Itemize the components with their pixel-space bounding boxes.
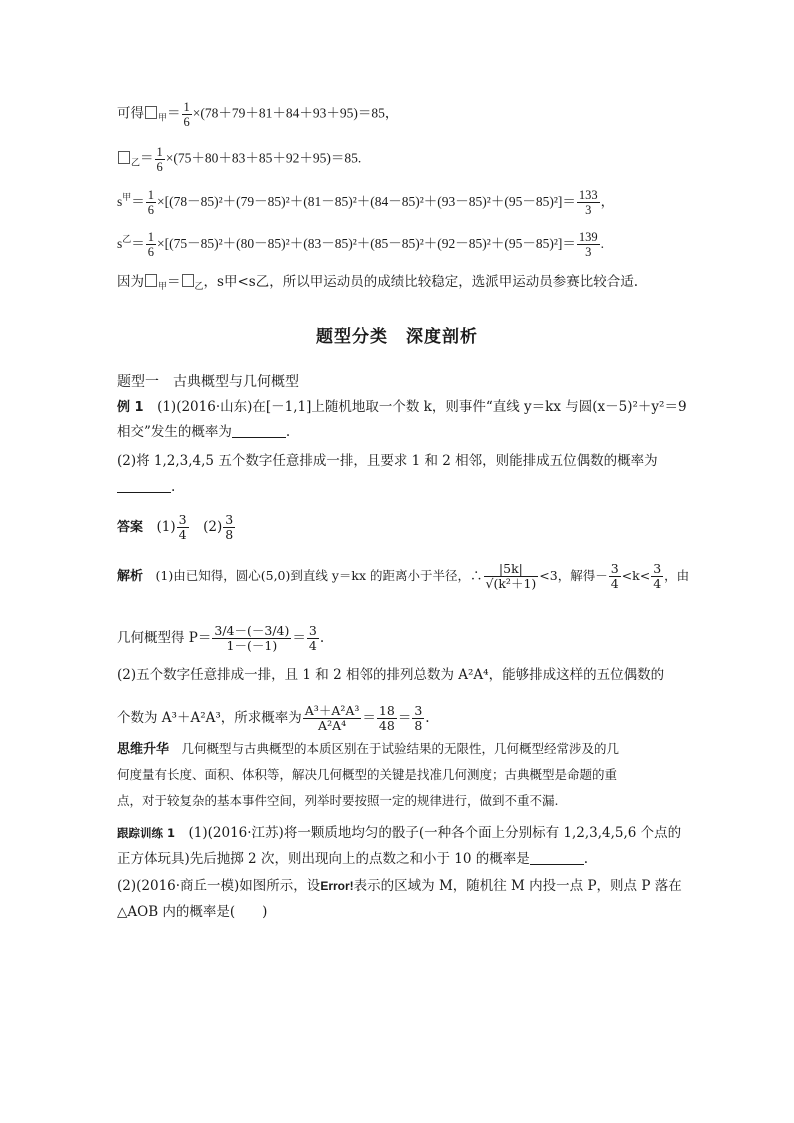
equation-variance-yi <box>117 230 604 259</box>
denominator: 3 <box>585 203 592 218</box>
denominator: 6 <box>147 245 155 260</box>
text: ×[(75－85)²＋(80－85)²＋(83－85)²＋(85－85)²＋(92－85)²＋(95－85)²]＝ <box>157 236 576 251</box>
denominator: 6 <box>147 203 155 218</box>
example-1-line-4 <box>117 478 175 496</box>
numerator: 1 <box>147 230 155 245</box>
equation-variance-jia <box>117 188 614 217</box>
text: . <box>319 630 325 646</box>
text: 可得 <box>117 105 144 121</box>
denominator: A²A⁴ <box>318 718 347 733</box>
text: . <box>285 424 291 440</box>
track-label: 跟踪训练 1 <box>117 826 176 840</box>
answer-blank <box>232 425 286 438</box>
text: ＝ <box>292 630 306 646</box>
xbar-symbol <box>145 274 157 287</box>
answer-label: 答案 <box>117 520 144 535</box>
xbar-symbol <box>182 274 194 287</box>
thinking-line-2: 何度量有长度、面积、体积等，解决几何概型的关键是找准几何测度；古典概型是命题的重 <box>117 767 618 782</box>
text: ×(78＋79＋81＋84＋93＋95)＝85， <box>192 105 399 121</box>
text: ＝ <box>131 236 145 251</box>
numerator: 3/4－(－3/4) <box>214 623 290 638</box>
example-1-line-3: (2)将 1,2,3,4,5 五个数字任意排成一排，且要求 1 和 2 相邻，则能排成五位偶数的概率为 <box>117 453 658 469</box>
text: ， <box>600 194 615 209</box>
analysis-line-3: (2)五个数字任意排成一排，且 1 和 2 相邻的排列总数为 A²A⁴，能够排成这样的五位偶数的 <box>117 667 665 683</box>
text: (2)(2016·商丘一模)如图所示，设 <box>117 878 321 894</box>
text: <k< <box>621 568 651 583</box>
answer-blank <box>117 480 171 493</box>
fraction <box>146 188 156 217</box>
denominator: 4 <box>610 576 619 591</box>
thinking-line-3: 点，对于较复杂的基本事件空间，列举时要按照一定的规律进行，做到不重不漏. <box>117 793 559 808</box>
text: ＝ <box>397 710 412 726</box>
denominator: 6 <box>156 160 163 174</box>
section-heading: 题型分类 深度剖析 <box>316 327 478 347</box>
numerator: |5k| <box>484 562 539 577</box>
subscript: 甲 <box>158 282 168 292</box>
denominator: 8 <box>414 718 423 733</box>
subscript: 乙 <box>194 282 204 292</box>
numerator: 18 <box>378 703 395 718</box>
numerator: 139 <box>578 230 598 245</box>
numerator: A³＋A²A³ <box>304 703 360 718</box>
text: ＝ <box>167 274 181 290</box>
fraction <box>223 513 235 542</box>
text: (2) <box>203 519 223 535</box>
error-marker: Error! <box>320 879 354 893</box>
fraction <box>177 513 189 542</box>
numerator: 3 <box>653 561 662 576</box>
denominator: 6 <box>183 115 190 129</box>
answer-line <box>117 513 236 542</box>
fraction <box>303 704 362 733</box>
example-label: 例 1 <box>117 400 144 415</box>
text: <3，解得－ <box>539 568 608 583</box>
superscript: 甲 <box>122 192 132 202</box>
fraction <box>577 230 600 259</box>
superscript: 乙 <box>122 234 132 244</box>
fraction <box>377 704 397 733</box>
text: 正方体玩具)先后抛掷 2 次，则出现向上的点数之和小于 10 的概率是 <box>117 851 530 867</box>
denominator: 1－(－1) <box>226 638 278 653</box>
numerator: 3 <box>178 512 187 527</box>
track-line-3 <box>117 877 682 895</box>
example-1-line-1 <box>117 398 687 417</box>
text: . <box>171 479 176 495</box>
denominator: √(k²＋1) <box>485 576 537 591</box>
fraction <box>651 562 663 591</box>
question-type-title: 题型一 古典概型与几何概型 <box>117 374 299 390</box>
text: s <box>117 194 123 209</box>
text: (1)(2016·江苏)将一颗质地均匀的骰子(一种各个面上分别标有 1,2,3,4,5,6 个点的 <box>175 825 682 841</box>
text: 相交”发生的概率为 <box>117 424 232 440</box>
text: 因为 <box>117 274 144 290</box>
fraction <box>609 562 621 591</box>
analysis-label: 解析 <box>117 569 144 584</box>
fraction <box>577 188 600 217</box>
text: (1)由已知得，圆心(5,0)到直线 y＝kx 的距离小于半径，∴ <box>155 568 483 583</box>
denominator: 4 <box>653 576 662 591</box>
fraction <box>412 704 424 733</box>
text: ，由 <box>664 568 690 583</box>
text: ×[(78－85)²＋(79－85)²＋(81－85)²＋(84－85)²＋(93－85)²＋(95－85)²]＝ <box>157 194 576 209</box>
denominator: 3 <box>585 245 592 260</box>
fraction <box>155 145 165 174</box>
track-line-4: △AOB 内的概率是( ) <box>117 904 268 920</box>
denominator: 4 <box>178 527 187 542</box>
text: (1) <box>156 519 176 535</box>
analysis-line-2 <box>117 624 324 653</box>
numerator: 1 <box>147 188 155 203</box>
text: s <box>117 236 123 251</box>
analysis-line-4 <box>117 704 430 733</box>
denominator: 8 <box>225 527 234 542</box>
conclusion-line <box>117 273 638 296</box>
fraction <box>212 624 291 653</box>
track-line-1 <box>117 824 681 842</box>
text: (1)(2016·山东)在[－1,1]上随机地取一个数 k，则事件“直线 y＝kx 与圆(x－5)²＋y²＝9 <box>157 399 687 415</box>
numerator: 133 <box>578 188 598 203</box>
xbar-symbol <box>118 151 130 164</box>
equation-mean-yi <box>117 145 361 174</box>
fraction <box>484 562 539 591</box>
text: ＝ <box>362 710 376 726</box>
text: 个数为 A³＋A²A³，所求概率为 <box>117 710 302 726</box>
text: 几何概型与古典概型的本质区别在于试验结果的无限性，几何概型经常涉及的几 <box>169 741 620 756</box>
numerator: 3 <box>610 561 619 576</box>
denominator: 4 <box>308 638 317 653</box>
text: ＝ <box>131 194 145 209</box>
subscript: 乙 <box>131 157 141 168</box>
fraction <box>146 230 156 259</box>
answer-blank <box>530 852 584 865</box>
text: . <box>583 851 588 867</box>
subscript: 甲 <box>158 112 168 123</box>
thinking-line-1 <box>117 740 619 759</box>
equation-mean-jia <box>117 100 398 129</box>
numerator: 1 <box>156 145 163 159</box>
text: ×(75＋80＋83＋85＋92＋95)＝85. <box>165 150 362 166</box>
text: ，s甲<s乙，所以甲运动员的成绩比较稳定，选派甲运动员参赛比较合适. <box>203 274 638 290</box>
text: 几何概型得 P＝ <box>117 630 212 646</box>
thinking-label: 思维升华 <box>117 742 170 757</box>
text: . <box>425 710 430 726</box>
denominator: 48 <box>378 718 395 733</box>
text: . <box>600 236 604 251</box>
example-1-line-2 <box>117 423 290 441</box>
numerator: 3 <box>225 512 234 527</box>
xbar-symbol <box>145 106 157 119</box>
fraction <box>307 624 319 653</box>
text: 表示的区域为 M，随机往 M 内投一点 P，则点 P 落在 <box>353 878 682 894</box>
track-line-2 <box>117 850 588 868</box>
text: ＝ <box>167 105 181 121</box>
text: ＝ <box>140 150 154 166</box>
numerator: 3 <box>308 623 317 638</box>
numerator: 1 <box>183 100 190 114</box>
fraction <box>182 100 192 129</box>
analysis-line-1 <box>117 562 689 591</box>
numerator: 3 <box>414 703 423 718</box>
